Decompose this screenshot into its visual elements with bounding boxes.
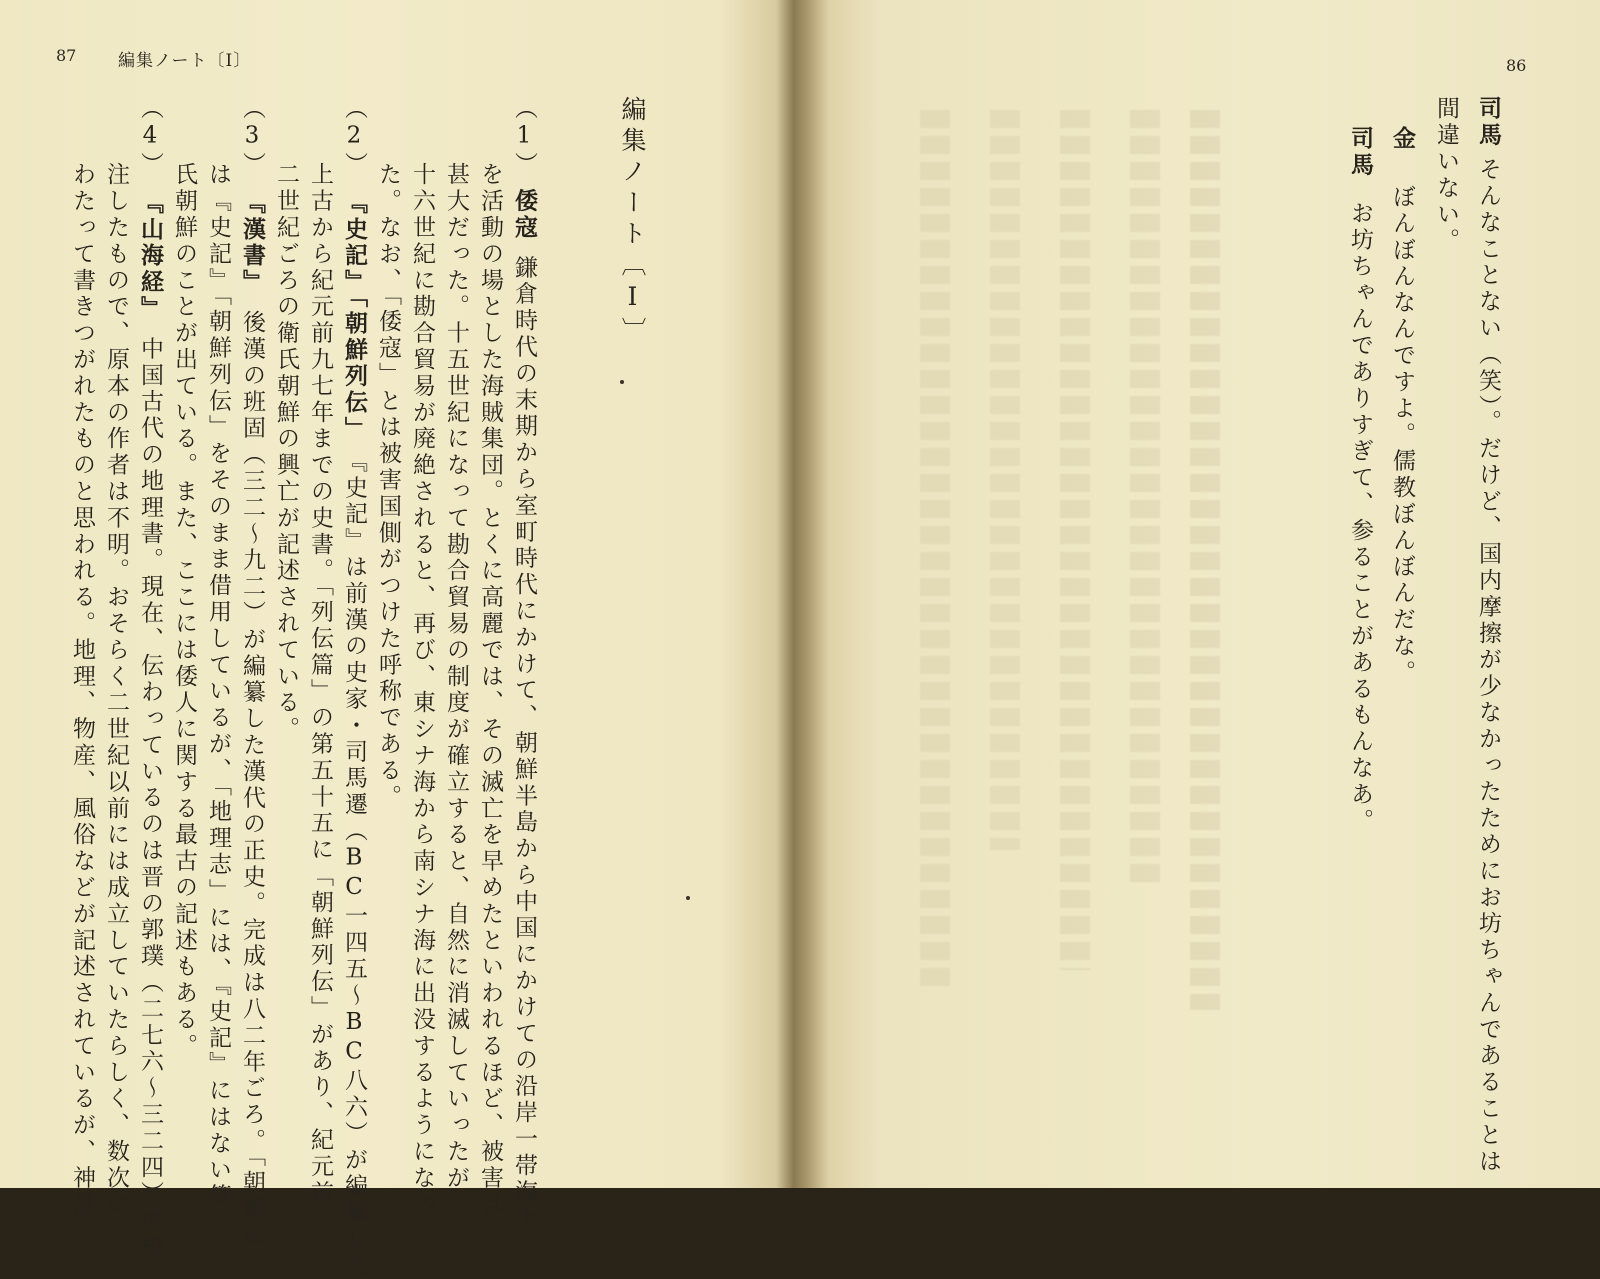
note-line: 注したもので、原本の作者は不明。おそらく二世紀以前には成立していたらしく、数次に — [103, 162, 129, 1218]
note-3-first-column — [240, 96, 263, 1275]
note-term: 倭寇 — [511, 188, 537, 242]
note-line: 甚大だった。十五世紀になって勘合貿易の制度が確立すると、自然に消滅していったが、 — [443, 162, 469, 1218]
dialogue-text: お坊ちゃんでありすぎて、参ることがあるもんなあ。 — [1347, 200, 1373, 835]
note-number: （1） — [511, 96, 537, 179]
note-line: 上古から紀元前九七年までの史書。「列伝篇」の第五十五に「朝鮮列伝」があり、紀元前 — [307, 162, 333, 1207]
paper-speck — [686, 896, 690, 900]
dialogue-continuation: 間違いない。 — [1433, 96, 1459, 255]
note-number: （4） — [137, 96, 163, 179]
dialogue-line-1 — [1476, 96, 1499, 1175]
note-line: 『史記』は前漢の史家・司馬遷（BC一四五～BC八六）が編纂した — [341, 448, 367, 1279]
note-line: 後漢の班固（三二～九二）が編纂した漢代の正史。完成は八二年ごろ。「朝鮮伝」 — [239, 309, 265, 1276]
right-page — [810, 0, 1600, 1188]
note-term: 『山海経』 — [137, 190, 163, 323]
note-term: 『漢書』 — [239, 190, 265, 296]
speaker-label: 司馬 — [1475, 96, 1501, 149]
show-through-column — [920, 110, 950, 990]
running-header: 編集ノート〔I〕 — [118, 51, 252, 71]
note-line: わたって書きつがれたものと思われる。地理、物産、風俗などが記述されているが、神話 — [69, 162, 95, 1218]
show-through-column — [1130, 110, 1160, 890]
note-4-first-column — [138, 96, 161, 1260]
note-number: （2） — [341, 96, 367, 179]
paper-speck — [620, 380, 624, 384]
dialogue-text: そんなことない（笑）。だけど、国内摩擦が少なかったためにお坊ちゃんであることは — [1475, 156, 1501, 1175]
note-line: 氏朝鮮のことが出ている。また、ここには倭人に関する最古の記述もある。 — [171, 162, 197, 1060]
speaker-label: 司馬 — [1347, 126, 1373, 179]
note-line: 二世紀ごろの衛氏朝鮮の興亡が記述されている。 — [273, 162, 299, 743]
section-title: 編集ノート〔I〕 — [618, 96, 647, 348]
note-2-first-column — [342, 96, 365, 1279]
note-term: 『史記』「朝鮮列伝」 — [341, 190, 367, 443]
show-through-column — [1190, 110, 1220, 1010]
note-line: 十六世紀に勘合貿易が廃絶されると、再び、東シナ海から南シナ海に出没するようになっ — [409, 162, 435, 1218]
note-line: 中国古代の地理書。現在、伝わっているのは晋の郭璞（二七六～三二四）の校 — [137, 336, 163, 1261]
dialogue-line-4 — [1348, 126, 1371, 834]
note-number: （3） — [239, 96, 265, 179]
page-number-left: 87 — [56, 46, 77, 65]
note-line: を活動の場とした海賊集団。とくに高麗では、その滅亡を早めたといわれるほど、被害は — [477, 162, 503, 1218]
show-through-column — [1060, 110, 1090, 970]
dialogue-line-3 — [1390, 126, 1413, 686]
show-through-column — [990, 110, 1020, 850]
page-number-right: 86 — [1506, 56, 1527, 75]
left-page — [0, 0, 790, 1279]
speaker-label: 金 — [1389, 126, 1415, 153]
note-line: た。なお、「倭寇」とは被害国側がつけた呼称である。 — [375, 162, 401, 811]
note-1-first-column — [512, 96, 535, 1232]
note-line: は『史記』「朝鮮列伝」をそのまま借用しているが、「地理志」には、『史記』にはない箕 — [205, 162, 231, 1210]
note-line: 鎌倉時代の末期から室町時代にかけて、朝鮮半島から中国にかけての沿岸一帯海上 — [511, 255, 537, 1232]
dialogue-text: ぼんぼんなんですよ。儒教ぼんぼんだな。 — [1389, 184, 1415, 687]
